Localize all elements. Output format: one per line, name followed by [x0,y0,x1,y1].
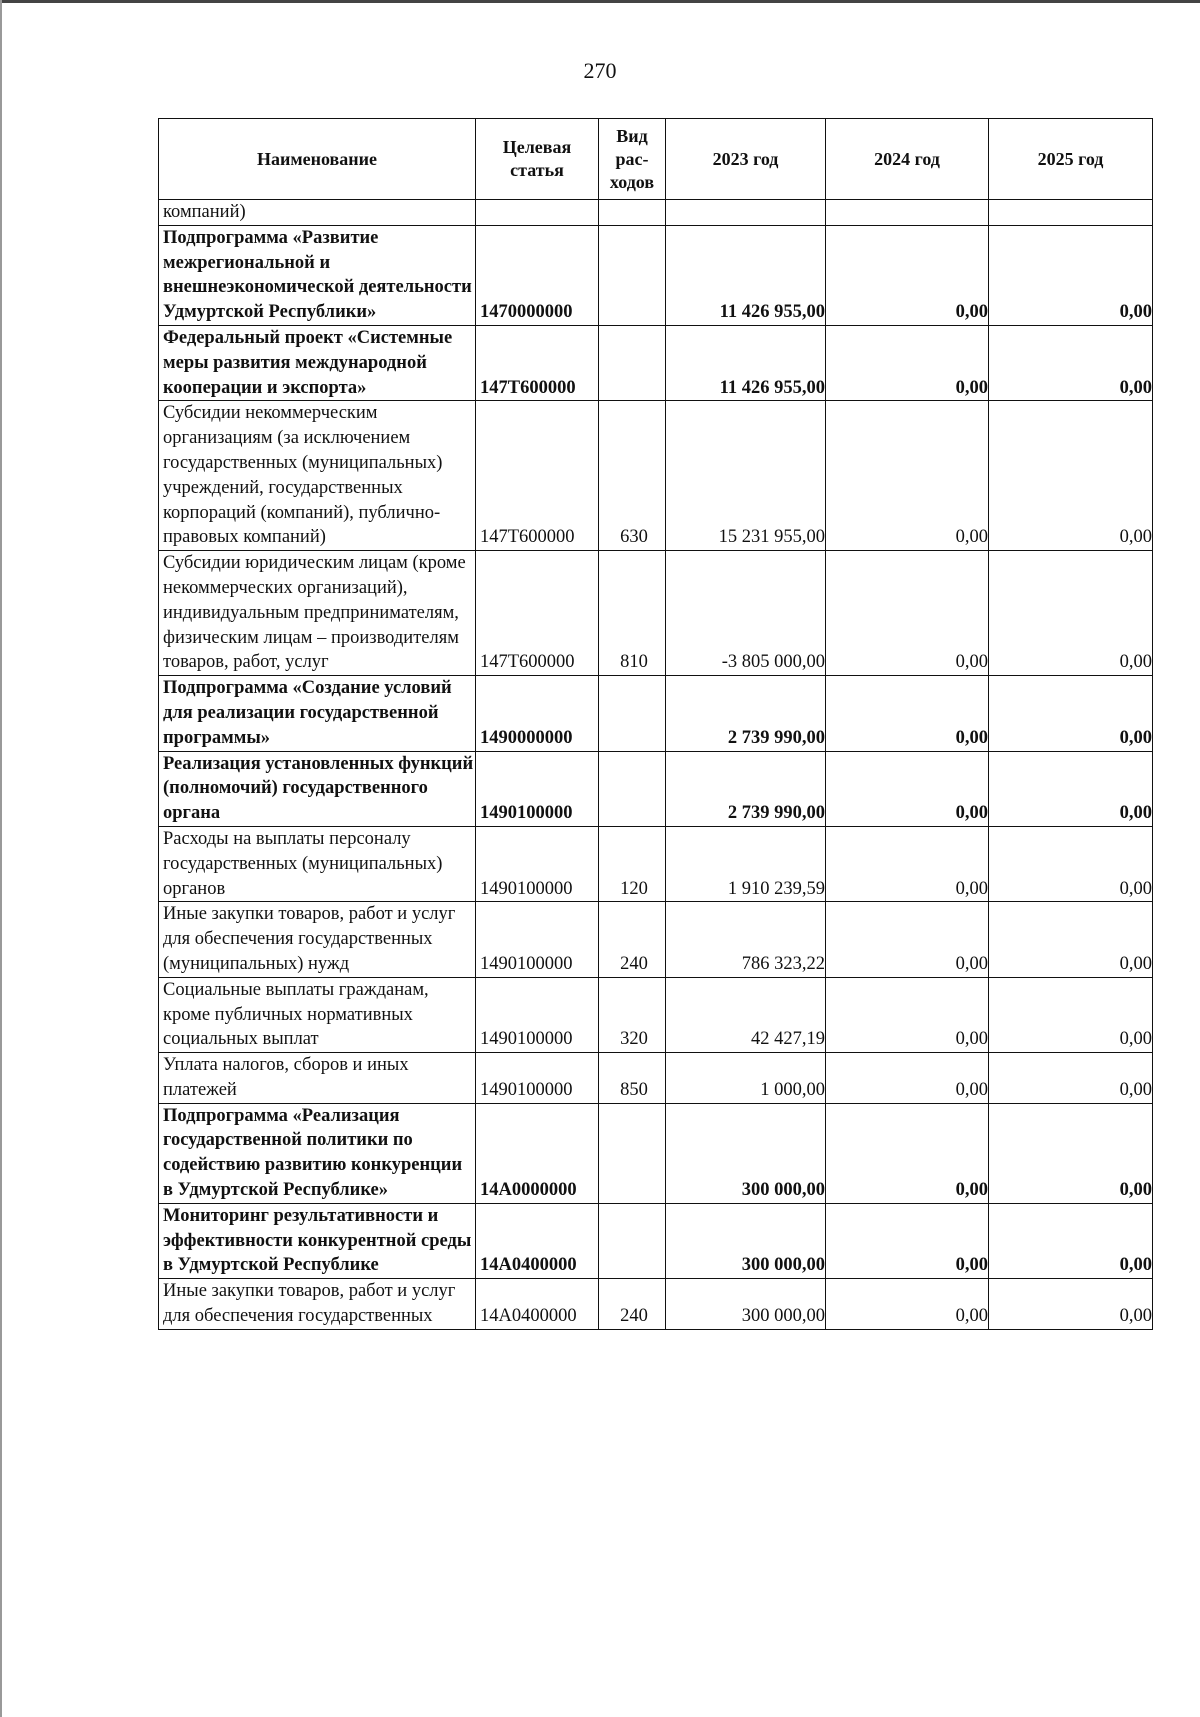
cell-target: 147Т600000 [476,551,599,676]
cell-type: 240 [599,902,666,977]
cell-target: 147Т600000 [476,401,599,551]
cell-y2024: 0,00 [826,1203,989,1278]
table-row [159,1053,1153,1104]
cell-type [599,200,666,226]
cell-target [476,200,599,226]
cell-type [599,751,666,826]
header-2025: 2025 год [989,119,1153,200]
cell-type: 240 [599,1279,666,1330]
cell-y2024: 0,00 [826,225,989,325]
cell-y2025: 0,00 [989,826,1153,901]
table-row [159,1279,1153,1330]
cell-target: 1490000000 [476,676,599,751]
cell-target: 1490100000 [476,902,599,977]
cell-y2024: 0,00 [826,551,989,676]
cell-y2024: 0,00 [826,1279,989,1330]
cell-y2025: 0,00 [989,676,1153,751]
table-row [159,325,1153,400]
cell-y2025: 0,00 [989,551,1153,676]
cell-y2024: 0,00 [826,826,989,901]
cell-y2025: 0,00 [989,1053,1153,1104]
cell-y2024: 0,00 [826,401,989,551]
cell-y2023: 1 910 239,59 [666,826,826,901]
cell-target: 1490100000 [476,977,599,1052]
table-header-row [159,119,1153,200]
cell-type: 810 [599,551,666,676]
cell-y2023: 11 426 955,00 [666,325,826,400]
cell-y2025: 0,00 [989,977,1153,1052]
cell-target: 1470000000 [476,225,599,325]
cell-name: Мониторинг результативности и эффективности конкурентной среды в Удмуртской Республике [159,1203,476,1278]
cell-y2024: 0,00 [826,325,989,400]
cell-target: 1490100000 [476,1053,599,1104]
page-number: 270 [583,58,617,83]
cell-y2025: 0,00 [989,225,1153,325]
cell-type: 850 [599,1053,666,1104]
cell-y2024: 0,00 [826,1103,989,1203]
cell-target: 14А0400000 [476,1203,599,1278]
cell-y2023: 300 000,00 [666,1203,826,1278]
cell-type [599,325,666,400]
table-row [159,826,1153,901]
cell-y2023: 11 426 955,00 [666,225,826,325]
cell-y2025: 0,00 [989,1203,1153,1278]
cell-name: Расходы на выплаты персоналу государственных (муниципальных) органов [159,826,476,901]
cell-type [599,1203,666,1278]
cell-y2023: 42 427,19 [666,977,826,1052]
cell-target: 14А0000000 [476,1103,599,1203]
cell-name: Подпрограмма «Реализация государственной политики по содействию развитию конкуренции в Удмуртской Республике» [159,1103,476,1203]
table-row [159,902,1153,977]
cell-name: Реализация установленных функций (полномочий) государственного органа [159,751,476,826]
header-type: Вид рас-ходов [599,119,666,200]
table-row [159,1203,1153,1278]
cell-y2023: 1 000,00 [666,1053,826,1104]
cell-target: 1490100000 [476,826,599,901]
cell-y2023: 2 739 990,00 [666,676,826,751]
cell-type: 630 [599,401,666,551]
cell-y2023: -3 805 000,00 [666,551,826,676]
cell-name: Федеральный проект «Системные меры развития международной кооперации и экспорта» [159,325,476,400]
cell-y2024 [826,200,989,226]
cell-type: 120 [599,826,666,901]
cell-y2023: 2 739 990,00 [666,751,826,826]
cell-y2025: 0,00 [989,1103,1153,1203]
cell-name: Подпрограмма «Создание условий для реализации государственной программы» [159,676,476,751]
table-row [159,401,1153,551]
cell-y2023: 300 000,00 [666,1103,826,1203]
cell-type: 320 [599,977,666,1052]
header-name: Наименование [159,119,476,200]
cell-y2024: 0,00 [826,977,989,1052]
cell-name: Иные закупки товаров, работ и услуг для обеспечения государственных (муниципальных) нужд [159,902,476,977]
cell-y2023: 300 000,00 [666,1279,826,1330]
cell-target: 1490100000 [476,751,599,826]
cell-name: Субсидии некоммерческим организациям (за исключением государственных (муниципальных) учреждений, государственных корпораций (компаний), публично-правовых компаний) [159,401,476,551]
header-2023: 2023 год [666,119,826,200]
cell-name: Иные закупки товаров, работ и услуг для обеспечения государственных [159,1279,476,1330]
cell-type [599,225,666,325]
table-row [159,751,1153,826]
table-row [159,200,1153,226]
cell-name: Социальные выплаты гражданам, кроме публичных нормативных социальных выплат [159,977,476,1052]
cell-y2024: 0,00 [826,751,989,826]
cell-name: компаний) [159,200,476,226]
cell-target: 147Т600000 [476,325,599,400]
cell-name: Уплата налогов, сборов и иных платежей [159,1053,476,1104]
cell-y2023 [666,200,826,226]
cell-y2025: 0,00 [989,401,1153,551]
cell-y2024: 0,00 [826,676,989,751]
budget-table [158,118,1153,1330]
table-row [159,551,1153,676]
table-row [159,1103,1153,1203]
scan-edge-top [0,0,1200,3]
header-2024: 2024 год [826,119,989,200]
cell-y2025: 0,00 [989,902,1153,977]
cell-y2025: 0,00 [989,325,1153,400]
cell-type [599,676,666,751]
cell-target: 14А0400000 [476,1279,599,1330]
scan-edge-left [0,0,2,1717]
table-row [159,977,1153,1052]
table-row [159,676,1153,751]
cell-y2023: 786 323,22 [666,902,826,977]
header-target: Целевая статья [476,119,599,200]
table-row [159,225,1153,325]
cell-y2025: 0,00 [989,1279,1153,1330]
cell-name: Субсидии юридическим лицам (кроме некоммерческих организаций), индивидуальным предпринимателям, физическим лицам – производителям товаров, работ, услуг [159,551,476,676]
cell-name: Подпрограмма «Развитие межрегиональной и внешнеэкономической деятельности Удмуртской Республики» [159,225,476,325]
cell-type [599,1103,666,1203]
cell-y2024: 0,00 [826,1053,989,1104]
cell-y2025: 0,00 [989,751,1153,826]
cell-y2025 [989,200,1153,226]
cell-y2023: 15 231 955,00 [666,401,826,551]
cell-y2024: 0,00 [826,902,989,977]
